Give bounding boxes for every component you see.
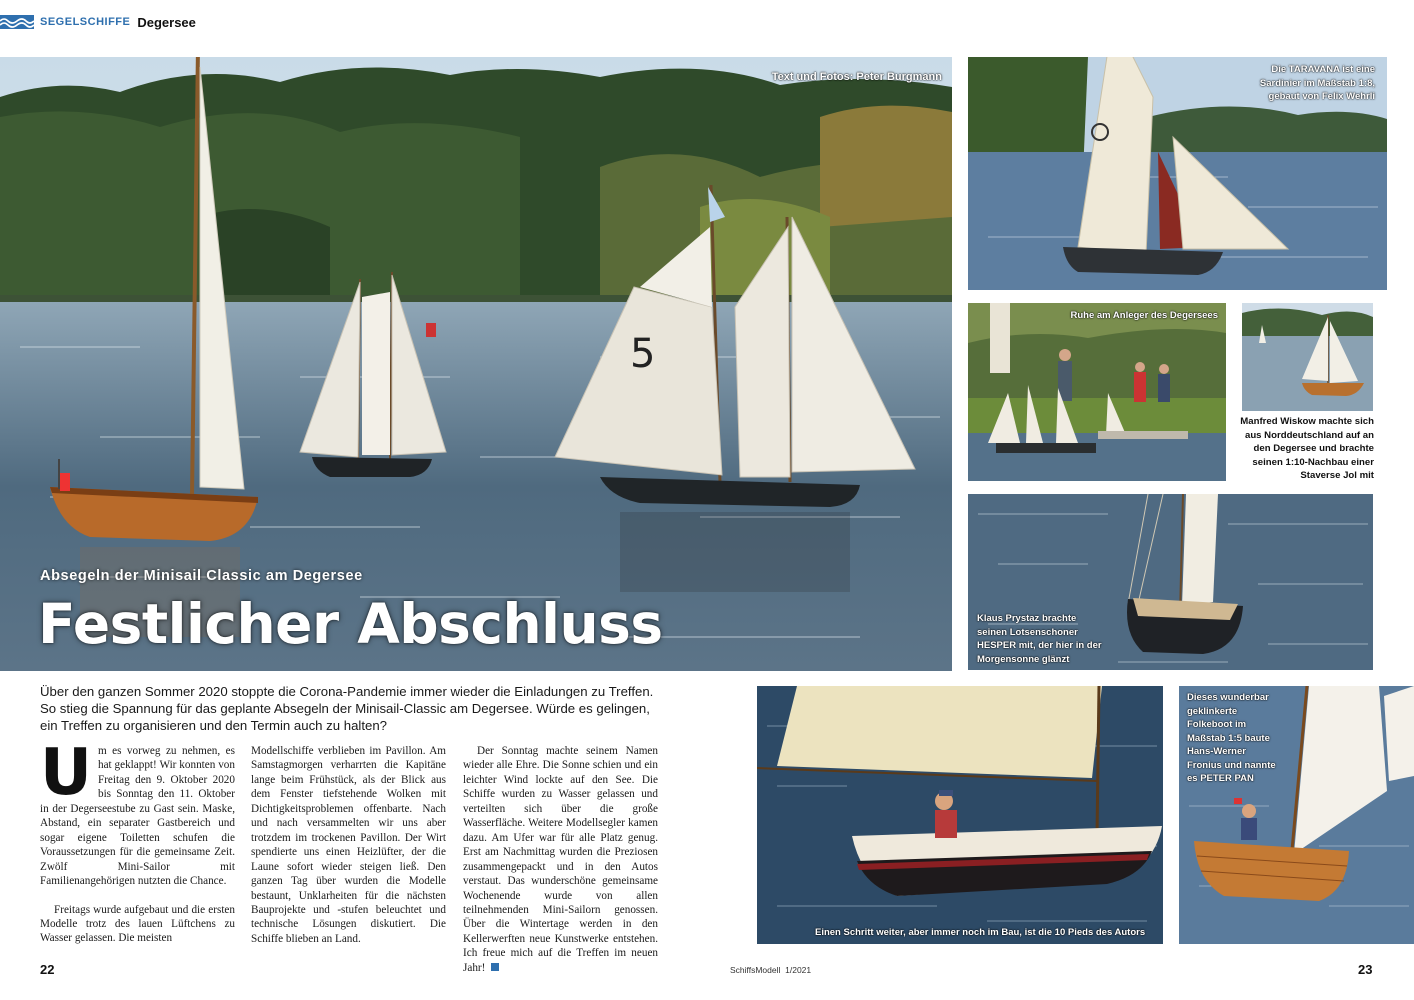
caption-wiskow: Manfred Wiskow machte sich aus Norddeutschland auf an den Degersee und brachte seinen 1:10-Nachbau einer Staverse Jol mit — [1240, 416, 1374, 482]
page-number-left: 22 — [40, 962, 55, 977]
photo-folkeboot — [1179, 686, 1414, 944]
photo-prystaz — [968, 494, 1373, 670]
caption-pieds: Einen Schritt weiter, aber immer noch im Bau, ist die 10 Pieds des Autors — [815, 926, 1146, 938]
wave-icon — [0, 15, 34, 29]
photo-anleger — [968, 303, 1226, 481]
body-paragraph: Der Sonntag machte seinem Namen wieder alle Ehre. Die Sonne schien und ein leichter Wind lockte auf den See. Die Schiffe wurden zu Wasser gelassen und verteilten sich über die große Wasserfläche. Weitere Modellsegler kamen dazu. Am Ufer war für alle Platz genug. Erst am Nachmittag wurden die Preziosen zusammengepackt und in den Autos verstaut. Das wunderschöne gemeinsame Wochenende wurde von allen teilnehmenden Mini-Sailorn genossen. Über die Wintertage werden in den Kellerwerften neue Kunstwerke entstehen. Ich freue mich auf die Treffen im neuen Jahr! — [463, 745, 658, 974]
body-paragraph: Freitags wurde aufgebaut und die ersten Modelle trotz des lauen Lüftchens zu Wasser gelassen. Die meisten — [40, 903, 235, 945]
article-title: Festlicher Abschluss — [38, 592, 663, 656]
drop-cap: U — [40, 736, 92, 810]
body-column-3 — [463, 744, 658, 975]
page-number-right: 23 — [1358, 962, 1373, 977]
body-column-1 — [40, 736, 235, 946]
photo-credit: Text und Fotos: Peter Burgmann — [771, 71, 942, 83]
section-location: Degersee — [137, 14, 196, 30]
photo-wiskow — [1242, 303, 1373, 411]
body-paragraph: Modellschiffe verblieben im Pavillon. Am Samstagmorgen verharrten die Kapitäne lange beim Frühstück, als der Blick aus dem Fenster tiefstehende Wolken mit Dichtigkeitsproblemen offenbarte. Nach und nach versammelten wir uns aber trotzdem im trockenen Pavillon. Der Wirt spendierte uns einen Heizlüfter, der die Laune sofort wieder steigen ließ. Den ganzen Tag über wurden die Modelle bestaunt, Unklarheiten für die nächsten Bauprojekte und -stufen beleuchtet und technische Lösungen diskutiert. Die Schiffe blieben an Land. — [251, 745, 446, 945]
article-lead: Über den ganzen Sommer 2020 stoppte die Corona-Pandemie immer wieder die Einladungen zu Treffen. So stieg die Spannung für das geplante Absegeln der Minisail-Classic am Degersee. Würde es gelingen, ein Treffen zu organisieren und den Termin auch zu halten? — [40, 684, 654, 733]
caption-folkeboot: Dieses wunderbar geklinkerte Folkeboot im Maßstab 1:5 baute Hans-Werner Fronius und nannte es PETER PAN — [1187, 692, 1276, 784]
magazine-footer — [730, 965, 811, 975]
issue-number: 1/2021 — [785, 965, 812, 975]
sail-number: 5 — [630, 331, 656, 377]
article-kicker: Absegeln der Minisail Classic am Degersee — [40, 568, 363, 584]
photo-taravana — [968, 57, 1387, 290]
body-column-2 — [251, 744, 446, 946]
end-mark-icon — [491, 963, 499, 971]
body-paragraph: m es vorweg zu nehmen, es hat geklappt! Wir konnten von Freitag den 9. Oktober 2020 bis Sonntag den 11. Oktober in der Degerseestube zu Gast sein. Maske, Abstand, ein separater Gastbereich und sogar eigene Toiletten schufen die Voraussetzungen für die gemeinsame Zeit. Zwölf Mini-Sailor mit Familienangehörigen nutzten die Chance. — [40, 745, 235, 888]
section-header — [0, 12, 196, 32]
section-label: SEGELSCHIFFE — [40, 16, 131, 28]
caption-anleger: Ruhe am Anleger des Degersees — [1070, 310, 1218, 321]
caption-taravana: Die TARAVANA ist eine Sardinier im Maßstab 1:8, gebaut von Felix Wehrli — [1259, 64, 1375, 102]
magazine-name: SchiffsModell — [730, 965, 781, 975]
caption-prystaz: Klaus Prystaz brachte seinen Lotsenschoner HESPER mit, der hier in der Morgensonne glänzt — [977, 613, 1102, 665]
photo-pieds — [757, 686, 1163, 944]
